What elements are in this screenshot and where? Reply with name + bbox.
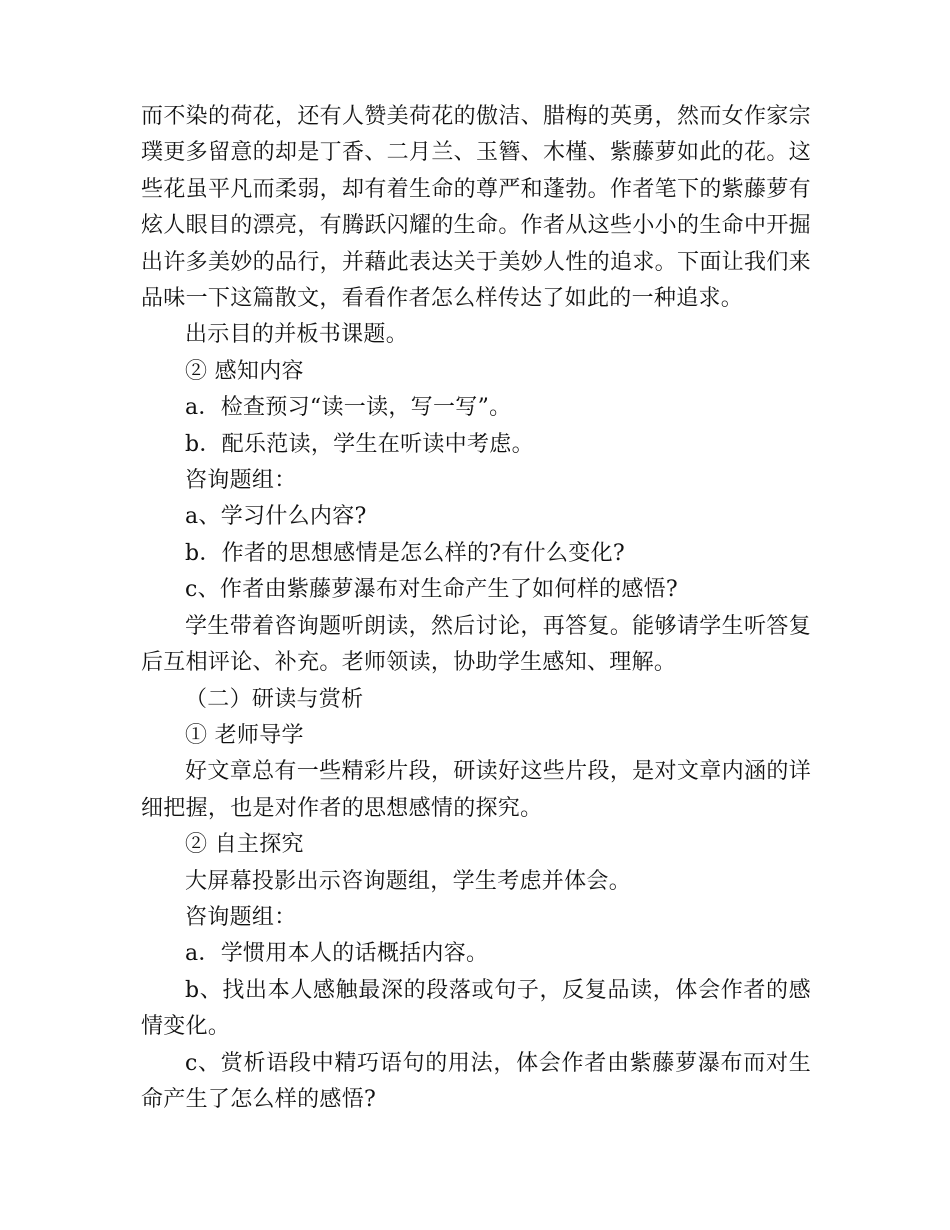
question-item-c: c、作者由紫藤萝瀑布对生命产生了如何样的感悟? xyxy=(185,577,679,603)
paragraph-intro-continued: 而不染的荷花，还有人赞美荷花的傲洁、腊梅的英勇，然而女作家宗璞更多留意的却是丁香、二月兰、玉簪、木槿、紫藤萝如此的花。这些花虽平凡而柔弱，却有着生命的尊严和蓬勃。作者笔下的紫藤萝有炫人眼目的漂亮，有腾跃闪耀的生命。作者从这些小小的生命中开掘出许多美妙的品行，并藉此表达关于美妙人性的追求。下面让我们来品味一下这篇散文，看看作者怎么样传达了如此的一种追求。 xyxy=(141,104,811,312)
document-body xyxy=(141,99,811,1118)
heading-perceive-content: ② 感知内容 xyxy=(185,358,304,384)
label-question-group-2: 咨询题组： xyxy=(185,904,297,930)
paragraph-good-article: 好文章总有一些精彩片段，研读好这些片段，是对文章内涵的详细把握，也是对作者的思想感情的探究。 xyxy=(141,759,811,821)
paragraph-student-discussion: 学生带着咨询题听朗读，然后讨论，再答复。能够请学生听答复后互相评论、补充。老师领读，协助学生感知、理解。 xyxy=(141,613,811,676)
question-item-c-2: c、赏析语段中精巧语句的用法，体会作者由紫藤萝瀑布而对生命产生了怎么样的感悟? xyxy=(141,1050,811,1112)
list-item-model-reading: b．配乐范读，学生在听读中考虑。 xyxy=(185,431,534,457)
question-item-a-2: a．学惯用本人的话概括内容。 xyxy=(185,941,489,967)
heading-teacher-guide: ① 老师导学 xyxy=(185,722,304,748)
list-item-check-preview: a．检查预习“读一读，写一写”。 xyxy=(185,395,512,421)
question-item-a: a、学习什么内容? xyxy=(185,504,367,530)
heading-self-explore: ② 自主探究 xyxy=(185,832,304,858)
question-item-b: b．作者的思想感情是怎么样的?有什么变化? xyxy=(185,540,625,566)
label-question-group: 咨询题组： xyxy=(185,468,297,494)
question-item-b-2: b、找出本人感触最深的段落或句子，反复品读，体会作者的感情变化。 xyxy=(141,977,811,1040)
paragraph-screen-projection: 大屏幕投影出示咨询题组，学生考虑并体会。 xyxy=(185,868,632,894)
paragraph-show-title: 出示目的并板书课题。 xyxy=(185,322,409,348)
heading-study-appreciation: （二）研读与赏析 xyxy=(185,686,364,712)
